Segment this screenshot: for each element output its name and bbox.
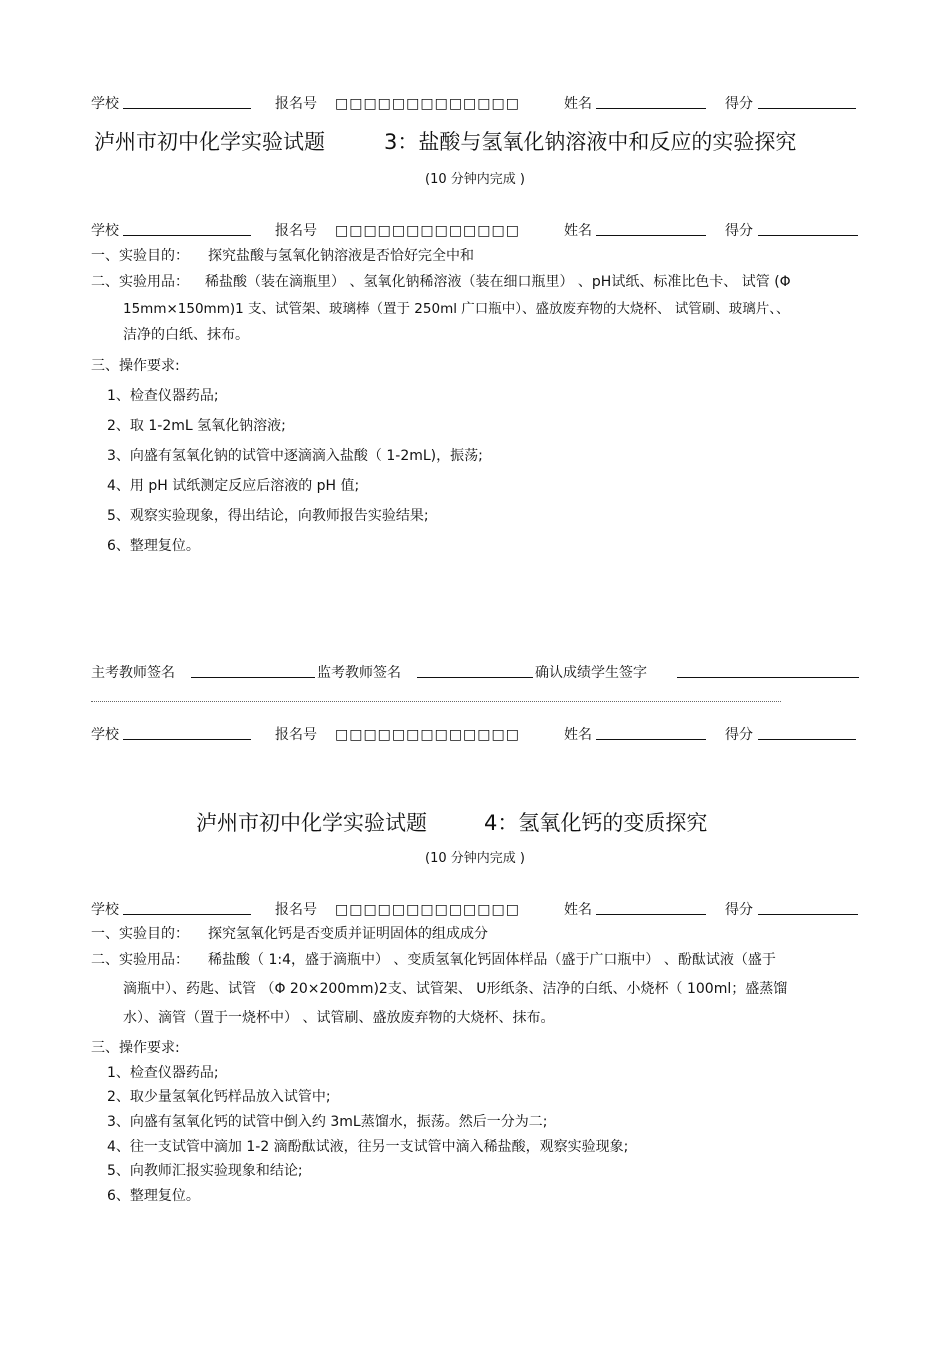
school-label: 学校 [91,727,119,743]
examiner-signature-field[interactable] [191,663,315,684]
exam4-step: 2、取少量氢氧化钙样品放入试管中; [107,1089,331,1105]
cut-line [91,701,781,702]
exam3-materials-line2: 15mm×150mm)1 支、试管架、玻璃棒（置于 250ml 广口瓶中）、盛放废弃物的大烧杯、 试管刷、玻璃片、、 [123,301,790,317]
proctor-signature-label: 监考教师签名 [317,665,401,681]
header-row [91,900,861,920]
student-confirm-label: 确认成绩学生签字 [535,665,647,681]
exam4-materials-label: 二、实验用品： [91,952,189,968]
exam3-title-left: 泸州市初中化学实验试题 [94,130,325,154]
exam3-materials-line1: 稀盐酸（装在滴瓶里） 、氢氧化钠稀溶液（装在细口瓶里） 、pH试纸、标准比色卡、 试管 (Φ [205,274,791,290]
school-label: 学校 [91,902,119,918]
exam4-materials-line2: 滴瓶中）、药匙、试管 （Φ 20×200mm)2支、试管架、 U形纸条、洁净的白纸、小烧杯（ 100ml；盛蒸馏 [123,981,788,997]
id-boxes[interactable]: □□□□□□□□□□□□□ [335,902,520,918]
id-boxes[interactable]: □□□□□□□□□□□□□ [335,223,520,239]
exam4-step: 4、往一支试管中滴加 1-2 滴酚酞试液，往另一支试管中滴入稀盐酸，观察实验现象; [107,1139,629,1155]
score-field[interactable] [758,94,856,115]
exam3-purpose: 探究盐酸与氢氧化钠溶液是否恰好完全中和 [208,248,474,264]
school-label: 学校 [91,223,119,239]
header-row [91,221,861,241]
exam4-materials-line3: 水）、滴管（置于一烧杯中） 、试管刷、盛放废弃物的大烧杯、抹布。 [123,1010,555,1026]
exam3-materials-label: 二、实验用品： [91,274,189,290]
school-field[interactable] [123,94,251,115]
score-label: 得分 [725,223,753,239]
exam4-step: 5、向教师汇报实验现象和结论; [107,1163,303,1179]
exam4-title-right: 4：氢氧化钙的变质探究 [484,811,708,835]
school-field[interactable] [123,725,251,746]
exam4-time-note: (10 分钟内完成 ) [425,851,525,866]
id-label: 报名号 [275,223,317,239]
exam3-time-note: (10 分钟内完成 ) [425,172,525,187]
exam3-steps-label: 三、操作要求: [91,358,180,374]
exam4-step: 3、向盛有氢氧化钙的试管中倒入约 3mL蒸馏水，振荡。然后一分为二; [107,1114,548,1130]
score-label: 得分 [725,727,753,743]
name-label: 姓名 [564,223,592,239]
name-field[interactable] [596,900,706,921]
header-row [91,94,861,114]
school-field[interactable] [123,900,251,921]
school-field[interactable] [123,221,251,242]
name-field[interactable] [596,221,706,242]
name-field[interactable] [596,94,706,115]
student-confirm-field[interactable] [677,663,859,684]
exam4-step: 6、整理复位。 [107,1188,200,1204]
name-label: 姓名 [564,727,592,743]
score-field[interactable] [758,900,858,921]
exam4-purpose: 探究氢氧化钙是否变质并证明固体的组成成分 [208,926,488,942]
exam3-materials-line3: 洁净的白纸、抹布。 [123,327,249,343]
signature-row [91,663,861,683]
exam4-step: 1、检查仪器药品; [107,1065,219,1081]
score-field[interactable] [758,725,856,746]
exam4-title-left: 泸州市初中化学实验试题 [196,811,427,835]
school-label: 学校 [91,96,119,112]
exam3-step: 1、检查仪器药品; [107,388,219,404]
id-label: 报名号 [275,902,317,918]
examiner-signature-label: 主考教师签名 [91,665,175,681]
exam3-title-right: 3：盐酸与氢氧化钠溶液中和反应的实验探究 [384,130,797,154]
score-label: 得分 [725,96,753,112]
score-field[interactable] [758,221,858,242]
name-field[interactable] [596,725,706,746]
score-label: 得分 [725,902,753,918]
exam3-step: 2、取 1-2mL 氢氧化钠溶液; [107,418,286,434]
exam3-purpose-label: 一、实验目的： [91,248,189,264]
id-boxes[interactable]: □□□□□□□□□□□□□ [335,727,520,743]
exam3-step: 4、用 pH 试纸测定反应后溶液的 pH 值; [107,478,360,494]
id-label: 报名号 [275,727,317,743]
header-row [91,725,861,745]
proctor-signature-field[interactable] [417,663,533,684]
name-label: 姓名 [564,96,592,112]
exam3-step: 5、观察实验现象，得出结论，向教师报告实验结果; [107,508,429,524]
exam4-materials-line1: 稀盐酸（ 1:4，盛于滴瓶中） 、变质氢氧化钙固体样品（盛于广口瓶中） 、酚酞试液（盛于 [208,952,776,968]
name-label: 姓名 [564,902,592,918]
id-label: 报名号 [275,96,317,112]
exam3-step: 3、向盛有氢氧化钠的试管中逐滴滴入盐酸（ 1-2mL)，振荡; [107,448,483,464]
exam4-steps-label: 三、操作要求: [91,1040,180,1056]
exam4-purpose-label: 一、实验目的： [91,926,189,942]
exam3-step: 6、整理复位。 [107,538,200,554]
id-boxes[interactable]: □□□□□□□□□□□□□ [335,96,520,112]
